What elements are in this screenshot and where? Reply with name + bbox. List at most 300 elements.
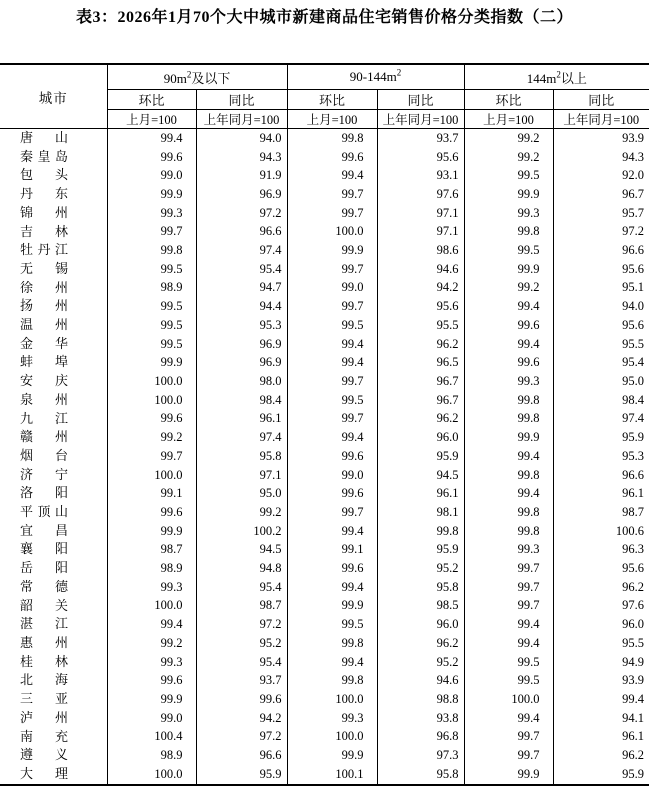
value-yoy-under90: 94.4 <box>196 297 287 316</box>
city-name: 无 锡 <box>20 260 68 276</box>
value-mom-over144: 99.3 <box>464 204 553 223</box>
table-row <box>0 746 649 765</box>
value-mom-under90: 99.6 <box>107 410 196 429</box>
page-title: 表3：2026年1月70个大中城市新建商品住宅销售价格分类指数（二） <box>75 9 573 26</box>
value-yoy-under90: 96.9 <box>196 335 287 354</box>
value-yoy-90-144: 95.9 <box>377 540 464 559</box>
value-mom-over144: 99.9 <box>464 428 553 447</box>
value-yoy-over144: 96.1 <box>622 486 645 501</box>
value-mom-over144: 99.7 <box>464 746 553 765</box>
value-mom-90-144: 99.7 <box>287 410 377 429</box>
value-yoy-90-144: 94.5 <box>377 466 464 485</box>
value-mom-90-144: 99.9 <box>287 746 377 765</box>
value-yoy-over144: 93.9 <box>622 130 645 145</box>
value-yoy-under90: 91.9 <box>196 166 287 185</box>
superscript: 2 <box>556 69 561 80</box>
value-yoy-90-144: 93.7 <box>377 129 464 148</box>
table-row <box>0 653 649 672</box>
value-mom-under90: 99.9 <box>107 185 196 204</box>
value-mom-over144: 99.6 <box>464 316 553 335</box>
value-mom-over144: 99.2 <box>464 279 553 298</box>
value-yoy-under90: 93.7 <box>196 671 287 690</box>
value-mom-90-144: 99.4 <box>287 335 377 354</box>
table-header <box>0 64 649 129</box>
value-yoy-over144: 96.1 <box>622 729 645 744</box>
value-mom-over144: 99.3 <box>464 540 553 559</box>
header-mom-base-3: 上月=100 <box>464 110 553 129</box>
value-mom-under90: 100.4 <box>107 728 196 747</box>
value-mom-90-144: 99.4 <box>287 522 377 541</box>
value-mom-under90: 99.2 <box>107 428 196 447</box>
value-mom-90-144: 100.0 <box>287 690 377 709</box>
value-mom-90-144: 99.0 <box>287 466 377 485</box>
value-mom-under90: 98.9 <box>107 279 196 298</box>
city-name: 宜 昌 <box>20 522 68 538</box>
header-yoy-1: 同比 <box>196 90 287 110</box>
value-yoy-under90: 97.2 <box>196 204 287 223</box>
value-yoy-90-144: 97.1 <box>377 223 464 242</box>
value-yoy-90-144: 96.0 <box>377 615 464 634</box>
value-yoy-90-144: 96.2 <box>377 335 464 354</box>
table-row <box>0 447 649 466</box>
value-mom-under90: 99.8 <box>107 241 196 260</box>
value-yoy-under90: 95.3 <box>196 316 287 335</box>
value-mom-over144: 99.3 <box>464 372 553 391</box>
table-row <box>0 129 649 148</box>
value-yoy-over144: 97.2 <box>622 224 645 239</box>
value-mom-90-144: 99.3 <box>287 709 377 728</box>
value-yoy-under90: 95.0 <box>196 484 287 503</box>
value-mom-under90: 100.0 <box>107 391 196 410</box>
group-label-text: 以上 <box>560 70 587 86</box>
value-mom-over144: 99.5 <box>464 241 553 260</box>
table-row <box>0 690 649 709</box>
header-group-over-144 <box>464 64 649 90</box>
value-yoy-under90: 94.8 <box>196 559 287 578</box>
value-yoy-90-144: 98.6 <box>377 241 464 260</box>
header-yoy-2: 同比 <box>377 90 464 110</box>
value-yoy-under90: 96.9 <box>196 353 287 372</box>
value-mom-over144: 99.2 <box>464 129 553 148</box>
value-mom-over144: 99.8 <box>464 391 553 410</box>
header-group-90-144 <box>287 64 464 90</box>
value-yoy-90-144: 96.8 <box>377 728 464 747</box>
value-yoy-under90: 97.2 <box>196 615 287 634</box>
value-mom-90-144: 99.7 <box>287 372 377 391</box>
value-yoy-90-144: 96.0 <box>377 428 464 447</box>
value-yoy-under90: 94.7 <box>196 279 287 298</box>
value-mom-90-144: 99.0 <box>287 279 377 298</box>
city-name: 吉 林 <box>20 223 68 239</box>
table-row <box>0 615 649 634</box>
value-mom-90-144: 100.0 <box>287 223 377 242</box>
value-mom-under90: 99.0 <box>107 709 196 728</box>
value-yoy-over144: 99.4 <box>622 691 645 706</box>
table-row <box>0 372 649 391</box>
table-row <box>0 503 649 522</box>
value-mom-90-144: 99.9 <box>287 597 377 616</box>
value-mom-over144: 99.7 <box>464 559 553 578</box>
value-mom-under90: 99.6 <box>107 148 196 167</box>
value-mom-90-144: 99.4 <box>287 578 377 597</box>
city-name: 九 江 <box>20 410 68 426</box>
table-row <box>0 540 649 559</box>
value-mom-under90: 100.0 <box>107 372 196 391</box>
value-yoy-90-144: 97.6 <box>377 185 464 204</box>
city-name: 秦 皇 岛 <box>20 148 68 164</box>
table-row <box>0 709 649 728</box>
value-mom-over144: 99.4 <box>464 634 553 653</box>
value-mom-under90: 99.5 <box>107 335 196 354</box>
value-yoy-over144: 92.0 <box>622 168 645 183</box>
value-mom-over144: 99.5 <box>464 653 553 672</box>
value-yoy-under90: 95.4 <box>196 260 287 279</box>
city-name: 丹 东 <box>20 186 68 202</box>
value-mom-90-144: 99.4 <box>287 353 377 372</box>
city-name: 锦 州 <box>20 204 68 220</box>
value-mom-90-144: 99.4 <box>287 653 377 672</box>
value-mom-over144: 99.8 <box>464 223 553 242</box>
city-name: 唐 山 <box>20 130 68 145</box>
table-row <box>0 223 649 242</box>
value-mom-90-144: 99.7 <box>287 185 377 204</box>
table-row <box>0 148 649 167</box>
value-yoy-90-144: 95.2 <box>377 559 464 578</box>
value-mom-over144: 99.8 <box>464 503 553 522</box>
value-yoy-under90: 100.2 <box>196 522 287 541</box>
table-row <box>0 185 649 204</box>
value-mom-over144: 99.9 <box>464 765 553 785</box>
table-row <box>0 597 649 616</box>
city-name: 三 亚 <box>20 691 68 707</box>
table-row <box>0 466 649 485</box>
value-mom-over144: 99.9 <box>464 185 553 204</box>
value-mom-over144: 99.4 <box>464 615 553 634</box>
value-mom-over144: 99.7 <box>464 728 553 747</box>
value-mom-over144: 99.8 <box>464 466 553 485</box>
value-yoy-90-144: 93.1 <box>377 166 464 185</box>
city-name: 金 华 <box>20 335 68 351</box>
value-mom-over144: 99.4 <box>464 447 553 466</box>
city-name: 平 顶 山 <box>20 504 68 520</box>
value-yoy-over144: 95.0 <box>622 373 645 388</box>
value-mom-90-144: 100.0 <box>287 728 377 747</box>
value-yoy-over144: 100.6 <box>615 523 645 538</box>
value-yoy-over144: 96.2 <box>622 748 645 763</box>
city-name: 韶 关 <box>20 597 68 613</box>
value-yoy-over144: 96.7 <box>622 186 645 201</box>
value-mom-90-144: 99.7 <box>287 260 377 279</box>
value-yoy-over144: 96.6 <box>622 467 645 482</box>
value-yoy-over144: 94.0 <box>622 299 645 314</box>
value-mom-90-144: 99.6 <box>287 559 377 578</box>
value-yoy-90-144: 98.5 <box>377 597 464 616</box>
table-row <box>0 484 649 503</box>
value-mom-under90: 99.0 <box>107 166 196 185</box>
city-name: 赣 州 <box>20 429 68 445</box>
value-mom-under90: 99.9 <box>107 522 196 541</box>
value-mom-90-144: 99.8 <box>287 129 377 148</box>
header-group-under-90 <box>107 64 287 90</box>
value-yoy-90-144: 95.9 <box>377 447 464 466</box>
value-yoy-under90: 98.0 <box>196 372 287 391</box>
value-mom-under90: 99.6 <box>107 671 196 690</box>
value-yoy-over144: 93.9 <box>622 673 645 688</box>
value-mom-over144: 99.7 <box>464 578 553 597</box>
header-yoy-base-2: 上年同月=100 <box>377 110 464 129</box>
value-yoy-under90: 95.4 <box>196 578 287 597</box>
table-row <box>0 410 649 429</box>
value-mom-90-144: 99.6 <box>287 484 377 503</box>
value-mom-90-144: 99.5 <box>287 615 377 634</box>
value-yoy-over144: 95.7 <box>622 205 645 220</box>
city-name: 牡 丹 江 <box>20 242 68 258</box>
value-yoy-over144: 95.6 <box>622 561 645 576</box>
city-name: 遵 义 <box>20 747 68 763</box>
city-name: 济 宁 <box>20 466 68 482</box>
value-yoy-over144: 96.3 <box>622 542 645 557</box>
value-mom-under90: 99.2 <box>107 634 196 653</box>
value-yoy-90-144: 95.5 <box>377 316 464 335</box>
table-row <box>0 765 649 785</box>
header-mom-base-2: 上月=100 <box>287 110 377 129</box>
value-mom-under90: 100.0 <box>107 765 196 785</box>
value-yoy-over144: 97.4 <box>622 411 645 426</box>
value-yoy-over144: 95.5 <box>622 336 645 351</box>
value-yoy-90-144: 96.7 <box>377 391 464 410</box>
value-yoy-over144: 95.1 <box>622 280 645 295</box>
header-mom-2: 环比 <box>287 90 377 110</box>
city-name: 徐 州 <box>20 279 68 295</box>
value-mom-over144: 99.5 <box>464 166 553 185</box>
city-name: 泉 州 <box>20 391 68 407</box>
value-yoy-over144: 95.4 <box>622 355 645 370</box>
group-label-text: 及以下 <box>191 70 231 86</box>
value-yoy-over144: 96.6 <box>622 243 645 258</box>
city-name: 蚌 埠 <box>20 354 68 370</box>
header-yoy-3: 同比 <box>553 90 649 110</box>
table-row <box>0 166 649 185</box>
value-mom-90-144: 99.6 <box>287 447 377 466</box>
value-mom-90-144: 99.8 <box>287 634 377 653</box>
value-yoy-under90: 97.4 <box>196 241 287 260</box>
value-mom-under90: 99.4 <box>107 129 196 148</box>
value-mom-90-144: 99.7 <box>287 503 377 522</box>
value-mom-90-144: 99.5 <box>287 391 377 410</box>
value-mom-under90: 99.3 <box>107 204 196 223</box>
table-row <box>0 297 649 316</box>
table-row <box>0 204 649 223</box>
value-yoy-under90: 95.9 <box>196 765 287 785</box>
value-mom-under90: 99.9 <box>107 690 196 709</box>
table-row <box>0 634 649 653</box>
value-yoy-over144: 95.5 <box>622 635 645 650</box>
city-name: 扬 州 <box>20 298 68 314</box>
value-yoy-90-144: 96.5 <box>377 353 464 372</box>
value-yoy-90-144: 95.8 <box>377 765 464 785</box>
value-mom-under90: 99.7 <box>107 223 196 242</box>
value-yoy-over144: 94.3 <box>622 149 645 164</box>
value-yoy-over144: 98.4 <box>622 392 645 407</box>
value-mom-under90: 98.7 <box>107 540 196 559</box>
value-yoy-90-144: 98.1 <box>377 503 464 522</box>
value-yoy-under90: 96.1 <box>196 410 287 429</box>
value-yoy-over144: 94.9 <box>622 654 645 669</box>
table-body <box>0 129 649 785</box>
city-name: 烟 台 <box>20 447 68 463</box>
value-yoy-90-144: 95.6 <box>377 148 464 167</box>
city-name: 常 德 <box>20 578 68 594</box>
city-name: 洛 阳 <box>20 485 68 501</box>
city-name: 北 海 <box>20 672 68 688</box>
value-mom-under90: 100.0 <box>107 597 196 616</box>
table-row <box>0 728 649 747</box>
value-mom-90-144: 99.1 <box>287 540 377 559</box>
value-yoy-over144: 96.2 <box>622 579 645 594</box>
value-mom-over144: 99.8 <box>464 410 553 429</box>
table-row <box>0 428 649 447</box>
superscript: 2 <box>396 67 402 78</box>
value-mom-over144: 99.4 <box>464 709 553 728</box>
value-yoy-over144: 95.9 <box>622 766 645 781</box>
header-mom-base-1: 上月=100 <box>107 110 196 129</box>
value-mom-90-144: 99.7 <box>287 204 377 223</box>
value-mom-under90: 99.3 <box>107 578 196 597</box>
table-row <box>0 391 649 410</box>
header-city: 城市 <box>0 64 107 129</box>
value-mom-under90: 99.1 <box>107 484 196 503</box>
value-mom-over144: 99.7 <box>464 597 553 616</box>
city-name: 安 庆 <box>20 373 68 389</box>
city-name: 南 充 <box>20 728 68 744</box>
value-yoy-90-144: 95.8 <box>377 578 464 597</box>
value-mom-90-144: 99.4 <box>287 428 377 447</box>
value-yoy-90-144: 93.8 <box>377 709 464 728</box>
value-yoy-90-144: 95.2 <box>377 653 464 672</box>
value-yoy-over144: 95.6 <box>622 317 645 332</box>
value-yoy-under90: 95.4 <box>196 653 287 672</box>
value-yoy-under90: 95.8 <box>196 447 287 466</box>
value-yoy-90-144: 99.8 <box>377 522 464 541</box>
value-yoy-under90: 96.6 <box>196 223 287 242</box>
value-yoy-90-144: 94.6 <box>377 260 464 279</box>
value-mom-over144: 99.2 <box>464 148 553 167</box>
value-yoy-90-144: 96.2 <box>377 634 464 653</box>
city-name: 襄 阳 <box>20 541 68 557</box>
value-mom-90-144: 100.1 <box>287 765 377 785</box>
superscript: 2 <box>186 69 192 80</box>
value-mom-over144: 99.4 <box>464 297 553 316</box>
city-name: 岳 阳 <box>20 560 68 576</box>
value-mom-under90: 99.5 <box>107 260 196 279</box>
value-mom-90-144: 99.4 <box>287 166 377 185</box>
table-row <box>0 671 649 690</box>
value-yoy-over144: 96.0 <box>622 617 645 632</box>
value-yoy-under90: 99.2 <box>196 503 287 522</box>
price-index-table <box>0 63 649 786</box>
value-mom-over144: 99.4 <box>464 335 553 354</box>
value-mom-under90: 100.0 <box>107 466 196 485</box>
city-name: 湛 江 <box>20 616 68 632</box>
city-name: 包 头 <box>20 167 68 183</box>
value-yoy-90-144: 95.6 <box>377 297 464 316</box>
value-mom-under90: 99.7 <box>107 447 196 466</box>
value-mom-under90: 99.5 <box>107 297 196 316</box>
value-yoy-under90: 94.5 <box>196 540 287 559</box>
value-mom-90-144: 99.7 <box>287 297 377 316</box>
city-name: 大 理 <box>20 765 68 781</box>
value-mom-over144: 99.4 <box>464 484 553 503</box>
value-mom-under90: 98.9 <box>107 559 196 578</box>
table-row <box>0 559 649 578</box>
value-mom-over144: 100.0 <box>464 690 553 709</box>
city-name: 惠 州 <box>20 634 68 650</box>
value-yoy-90-144: 97.3 <box>377 746 464 765</box>
header-mom-3: 环比 <box>464 90 553 110</box>
header-yoy-base-1: 上年同月=100 <box>196 110 287 129</box>
value-mom-under90: 98.9 <box>107 746 196 765</box>
value-yoy-90-144: 96.7 <box>377 372 464 391</box>
value-yoy-under90: 95.2 <box>196 634 287 653</box>
value-yoy-over144: 98.7 <box>622 504 645 519</box>
value-yoy-under90: 98.4 <box>196 391 287 410</box>
value-yoy-90-144: 94.2 <box>377 279 464 298</box>
header-mom-1: 环比 <box>107 90 196 110</box>
value-mom-over144: 99.8 <box>464 522 553 541</box>
table-row <box>0 260 649 279</box>
value-yoy-under90: 99.6 <box>196 690 287 709</box>
group-label-text: 90m <box>163 70 187 86</box>
value-yoy-over144: 95.9 <box>622 430 645 445</box>
value-mom-under90: 99.4 <box>107 615 196 634</box>
value-yoy-90-144: 94.6 <box>377 671 464 690</box>
value-mom-over144: 99.5 <box>464 671 553 690</box>
value-yoy-90-144: 98.8 <box>377 690 464 709</box>
city-name: 泸 州 <box>20 709 68 725</box>
table-row <box>0 335 649 354</box>
value-yoy-over144: 97.6 <box>622 598 645 613</box>
value-yoy-90-144: 96.2 <box>377 410 464 429</box>
value-yoy-under90: 97.1 <box>196 466 287 485</box>
table-row <box>0 279 649 298</box>
value-yoy-over144: 94.1 <box>622 710 645 725</box>
value-mom-over144: 99.6 <box>464 353 553 372</box>
value-mom-under90: 99.9 <box>107 353 196 372</box>
city-name: 桂 林 <box>20 653 68 669</box>
city-name: 温 州 <box>20 317 68 333</box>
value-yoy-over144: 95.6 <box>622 261 645 276</box>
value-yoy-under90: 96.9 <box>196 185 287 204</box>
value-mom-90-144: 99.8 <box>287 671 377 690</box>
header-yoy-base-3: 上年同月=100 <box>553 110 649 129</box>
group-label-text: 90-144m <box>349 69 397 84</box>
table-row <box>0 241 649 260</box>
value-yoy-under90: 96.6 <box>196 746 287 765</box>
table-row <box>0 578 649 597</box>
value-yoy-under90: 94.3 <box>196 148 287 167</box>
value-yoy-under90: 94.0 <box>196 129 287 148</box>
value-mom-under90: 99.3 <box>107 653 196 672</box>
value-mom-over144: 99.9 <box>464 260 553 279</box>
value-mom-under90: 99.5 <box>107 316 196 335</box>
value-mom-90-144: 99.9 <box>287 241 377 260</box>
value-mom-90-144: 99.6 <box>287 148 377 167</box>
table-row <box>0 316 649 335</box>
table-row <box>0 522 649 541</box>
value-yoy-under90: 97.2 <box>196 728 287 747</box>
value-yoy-90-144: 97.1 <box>377 204 464 223</box>
value-yoy-over144: 95.3 <box>622 448 645 463</box>
